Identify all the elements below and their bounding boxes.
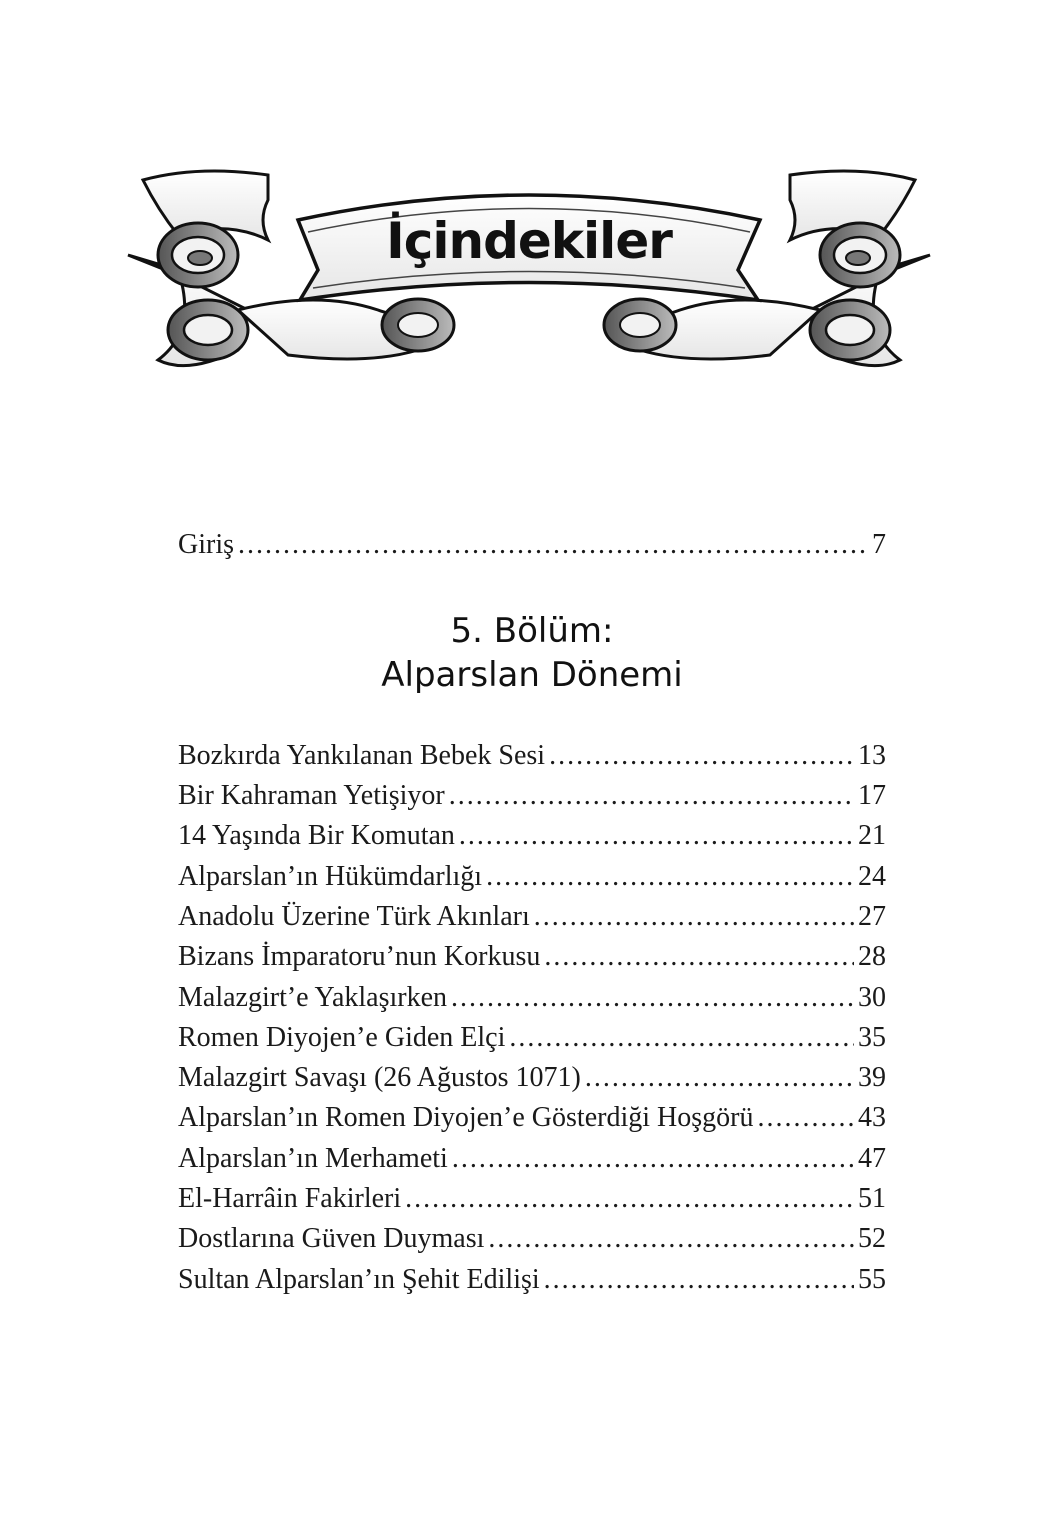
- toc-entry-page: 39: [858, 1062, 886, 1093]
- dot-leader: [509, 1020, 854, 1056]
- toc-entry: [178, 1141, 886, 1177]
- toc-entry-page: 21: [858, 820, 886, 851]
- toc-entry: [178, 818, 886, 854]
- toc-entry-title: Alparslan’ın Hükümdarlığı: [178, 861, 483, 892]
- dot-leader: [452, 1141, 854, 1177]
- toc-entry-title: Malazgirt’e Yaklaşırken: [178, 982, 448, 1013]
- toc-entry-page: 27: [858, 901, 886, 932]
- scroll-banner: [118, 160, 940, 390]
- dot-leader: [488, 1221, 854, 1257]
- dot-leader: [544, 1262, 854, 1298]
- toc-entry: [178, 1060, 886, 1096]
- dot-leader: [534, 899, 854, 935]
- dot-leader: [405, 1181, 854, 1217]
- toc-entry-title: Bozkırda Yankılanan Bebek Sesi: [178, 740, 546, 771]
- dot-leader: [486, 859, 854, 895]
- dot-leader: [459, 818, 854, 854]
- section-heading-number: 5. Bölüm:: [450, 611, 614, 651]
- toc-entry-title: Malazgirt Savaşı (26 Ağustos 1071): [178, 1062, 581, 1093]
- dot-leader: [544, 939, 854, 975]
- dot-leader: [549, 738, 854, 774]
- dot-leader: [585, 1060, 854, 1096]
- toc-entry-page: 43: [858, 1102, 886, 1133]
- toc-entry: [178, 899, 886, 935]
- toc-entry: [178, 738, 886, 774]
- toc-entry-page: 28: [858, 941, 886, 972]
- toc-entry-title: Sultan Alparslan’ın Şehit Edilişi: [178, 1264, 540, 1295]
- toc-entry-page: 55: [858, 1264, 886, 1295]
- toc-entry-title: Dostlarına Güven Duyması: [178, 1223, 485, 1254]
- toc-entry-title: Bizans İmparatoru’nun Korkusu: [178, 941, 541, 972]
- toc-entry-page: 30: [858, 982, 886, 1013]
- toc-entry-title: Alparslan’ın Merhameti: [178, 1143, 448, 1174]
- toc-entry-page: 7: [872, 529, 886, 560]
- toc-entry-page: 24: [858, 861, 886, 892]
- toc-entry-page: 13: [858, 740, 886, 771]
- toc-entry-title: Anadolu Üzerine Türk Akınları: [178, 901, 530, 932]
- dot-leader: [451, 980, 854, 1016]
- toc-entry-page: 35: [858, 1022, 886, 1053]
- toc-entry-page: 51: [858, 1183, 886, 1214]
- toc-entry: [178, 778, 886, 814]
- toc-entry: [178, 1221, 886, 1257]
- toc-entry-title: Bir Kahraman Yetişiyor: [178, 780, 445, 811]
- toc-entry: [178, 859, 886, 895]
- toc-entry-title: El-Harrâin Fakirleri: [178, 1183, 402, 1214]
- toc-entry: [178, 1262, 886, 1298]
- page-title: İçindekiler: [386, 212, 672, 270]
- scroll-banner-icon: [118, 160, 940, 390]
- toc-entry: [178, 939, 886, 975]
- toc-entry-title: 14 Yaşında Bir Komutan: [178, 820, 455, 851]
- toc-entry: [178, 1020, 886, 1056]
- toc-entry: [178, 1100, 886, 1136]
- dot-leader: [757, 1100, 854, 1136]
- toc-entry: [178, 1181, 886, 1217]
- section-heading-title: Alparslan Dönemi: [381, 655, 683, 695]
- toc-entry-page: 47: [858, 1143, 886, 1174]
- toc-entry: [178, 980, 886, 1016]
- toc-entry-title: Romen Diyojen’e Giden Elçi: [178, 1022, 506, 1053]
- toc-entry-page: 17: [858, 780, 886, 811]
- dot-leader: [449, 778, 854, 814]
- toc-entry-title: Giriş: [178, 529, 234, 560]
- toc-entry-title: Alparslan’ın Romen Diyojen’e Gösterdiği Hoşgörü: [178, 1102, 754, 1133]
- toc-entry-page: 52: [858, 1223, 886, 1254]
- dot-leader: [238, 527, 868, 563]
- toc-entry-intro: [178, 527, 886, 563]
